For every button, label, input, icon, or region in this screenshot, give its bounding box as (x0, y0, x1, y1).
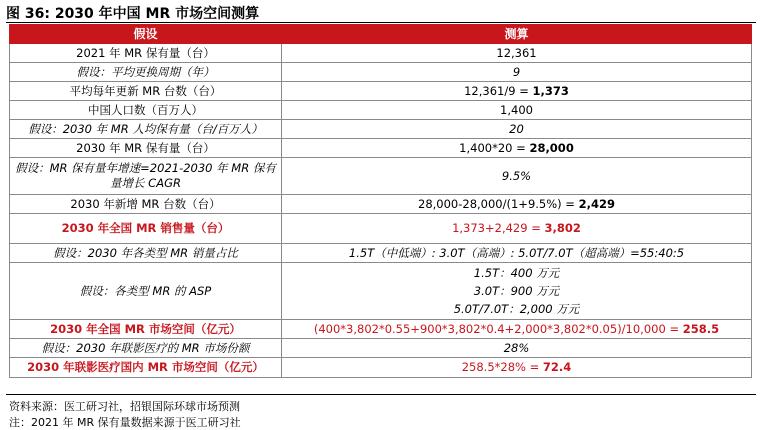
row-label: 假设：2030 年 MR 人均保有量（台/百万人） (10, 120, 282, 139)
value-expression: 12,361/9 = (464, 83, 533, 98)
row-value: 28% (282, 339, 752, 358)
row-label: 2030 年新增 MR 台数（台） (10, 195, 282, 214)
bottom-rule (6, 394, 756, 395)
value-expression: 1,373+2,429 = (452, 221, 545, 235)
table-row-highlight (10, 358, 752, 378)
row-label: 假设：2030 年联影医疗的 MR 市场份额 (10, 339, 282, 358)
row-value: 9.5% (282, 158, 752, 195)
row-value (282, 195, 752, 214)
row-label: 平均每年更新 MR 台数（台） (10, 82, 282, 101)
row-label: 假设：MR 保有量年增速=2021-2030 年 MR 保有量增长 CAGR (10, 158, 282, 195)
table-row (10, 139, 752, 158)
asp-line: 1.5T：400 万元 (473, 266, 560, 280)
row-label: 中国人口数（百万人） (10, 101, 282, 120)
table-row (10, 195, 752, 214)
value-result: 2,429 (578, 196, 615, 211)
figure-title: 图 36: 2030 年中国 MR 市场空间测算 (6, 6, 260, 22)
value-expression: 28,000-28,000/(1+9.5%) = (418, 196, 579, 211)
row-label: 2030 年 MR 保有量（台） (10, 139, 282, 158)
value-result: 28,000 (529, 140, 574, 155)
row-label: 2030 年全国 MR 销售量（台） (10, 214, 282, 244)
source-note: 资料来源：医工研习社，招银国际环球市场预测 (9, 400, 240, 413)
table-row (10, 263, 752, 320)
table-row (10, 63, 752, 82)
row-label: 假设：2030 年各类型 MR 销量占比 (10, 244, 282, 263)
row-value (282, 358, 752, 378)
row-value: 20 (282, 120, 752, 139)
footnote: 注：2021 年 MR 保有量数据来源于医工研习社 (9, 416, 241, 429)
table-row (10, 44, 752, 63)
header-calculation: 测算 (282, 25, 752, 44)
table-row (10, 339, 752, 358)
row-value: 9 (282, 63, 752, 82)
value-result: 258.5 (682, 321, 720, 336)
asp-line: 3.0T：900 万元 (473, 284, 560, 298)
row-value (282, 320, 752, 339)
row-label: 假设：平均更换周期（年） (10, 63, 282, 82)
table-row-highlight (10, 214, 752, 244)
value-expression: (400*3,802*0.55+900*3,802*0.4+2,000*3,802*0.05)/10,000 = (313, 321, 683, 336)
row-label: 2030 年全国 MR 市场空间（亿元） (10, 320, 282, 339)
value-result: 1,373 (532, 83, 569, 98)
value-result: 3,802 (544, 221, 581, 235)
table-row-highlight (10, 320, 752, 339)
row-label: 2030 年联影医疗国内 MR 市场空间（亿元） (10, 358, 282, 378)
header-assumption: 假设 (10, 25, 282, 44)
table-row (10, 82, 752, 101)
row-label: 假设：各类型 MR 的 ASP (10, 263, 282, 320)
top-rule (6, 22, 756, 23)
row-value (282, 139, 752, 158)
mr-market-table (9, 24, 752, 378)
table-row (10, 120, 752, 139)
row-value: 12,361 (282, 44, 752, 63)
row-value (282, 214, 752, 244)
asp-line: 5.0T/7.0T：2,000 万元 (453, 302, 580, 316)
row-label: 2021 年 MR 保有量（台） (10, 44, 282, 63)
table-row (10, 244, 752, 263)
value-result: 72.4 (542, 360, 572, 374)
table-row (10, 101, 752, 120)
row-value: 1,400 (282, 101, 752, 120)
row-value: 1.5T（中低端）: 3.0T（高端）: 5.0T/7.0T（超高端）=55:40:5 (282, 244, 752, 263)
table-header-row (10, 25, 752, 44)
table-row (10, 158, 752, 195)
value-expression: 1,400*20 = (459, 140, 530, 155)
row-value (282, 263, 752, 320)
value-expression: 258.5*28% = (461, 360, 543, 374)
row-value (282, 82, 752, 101)
